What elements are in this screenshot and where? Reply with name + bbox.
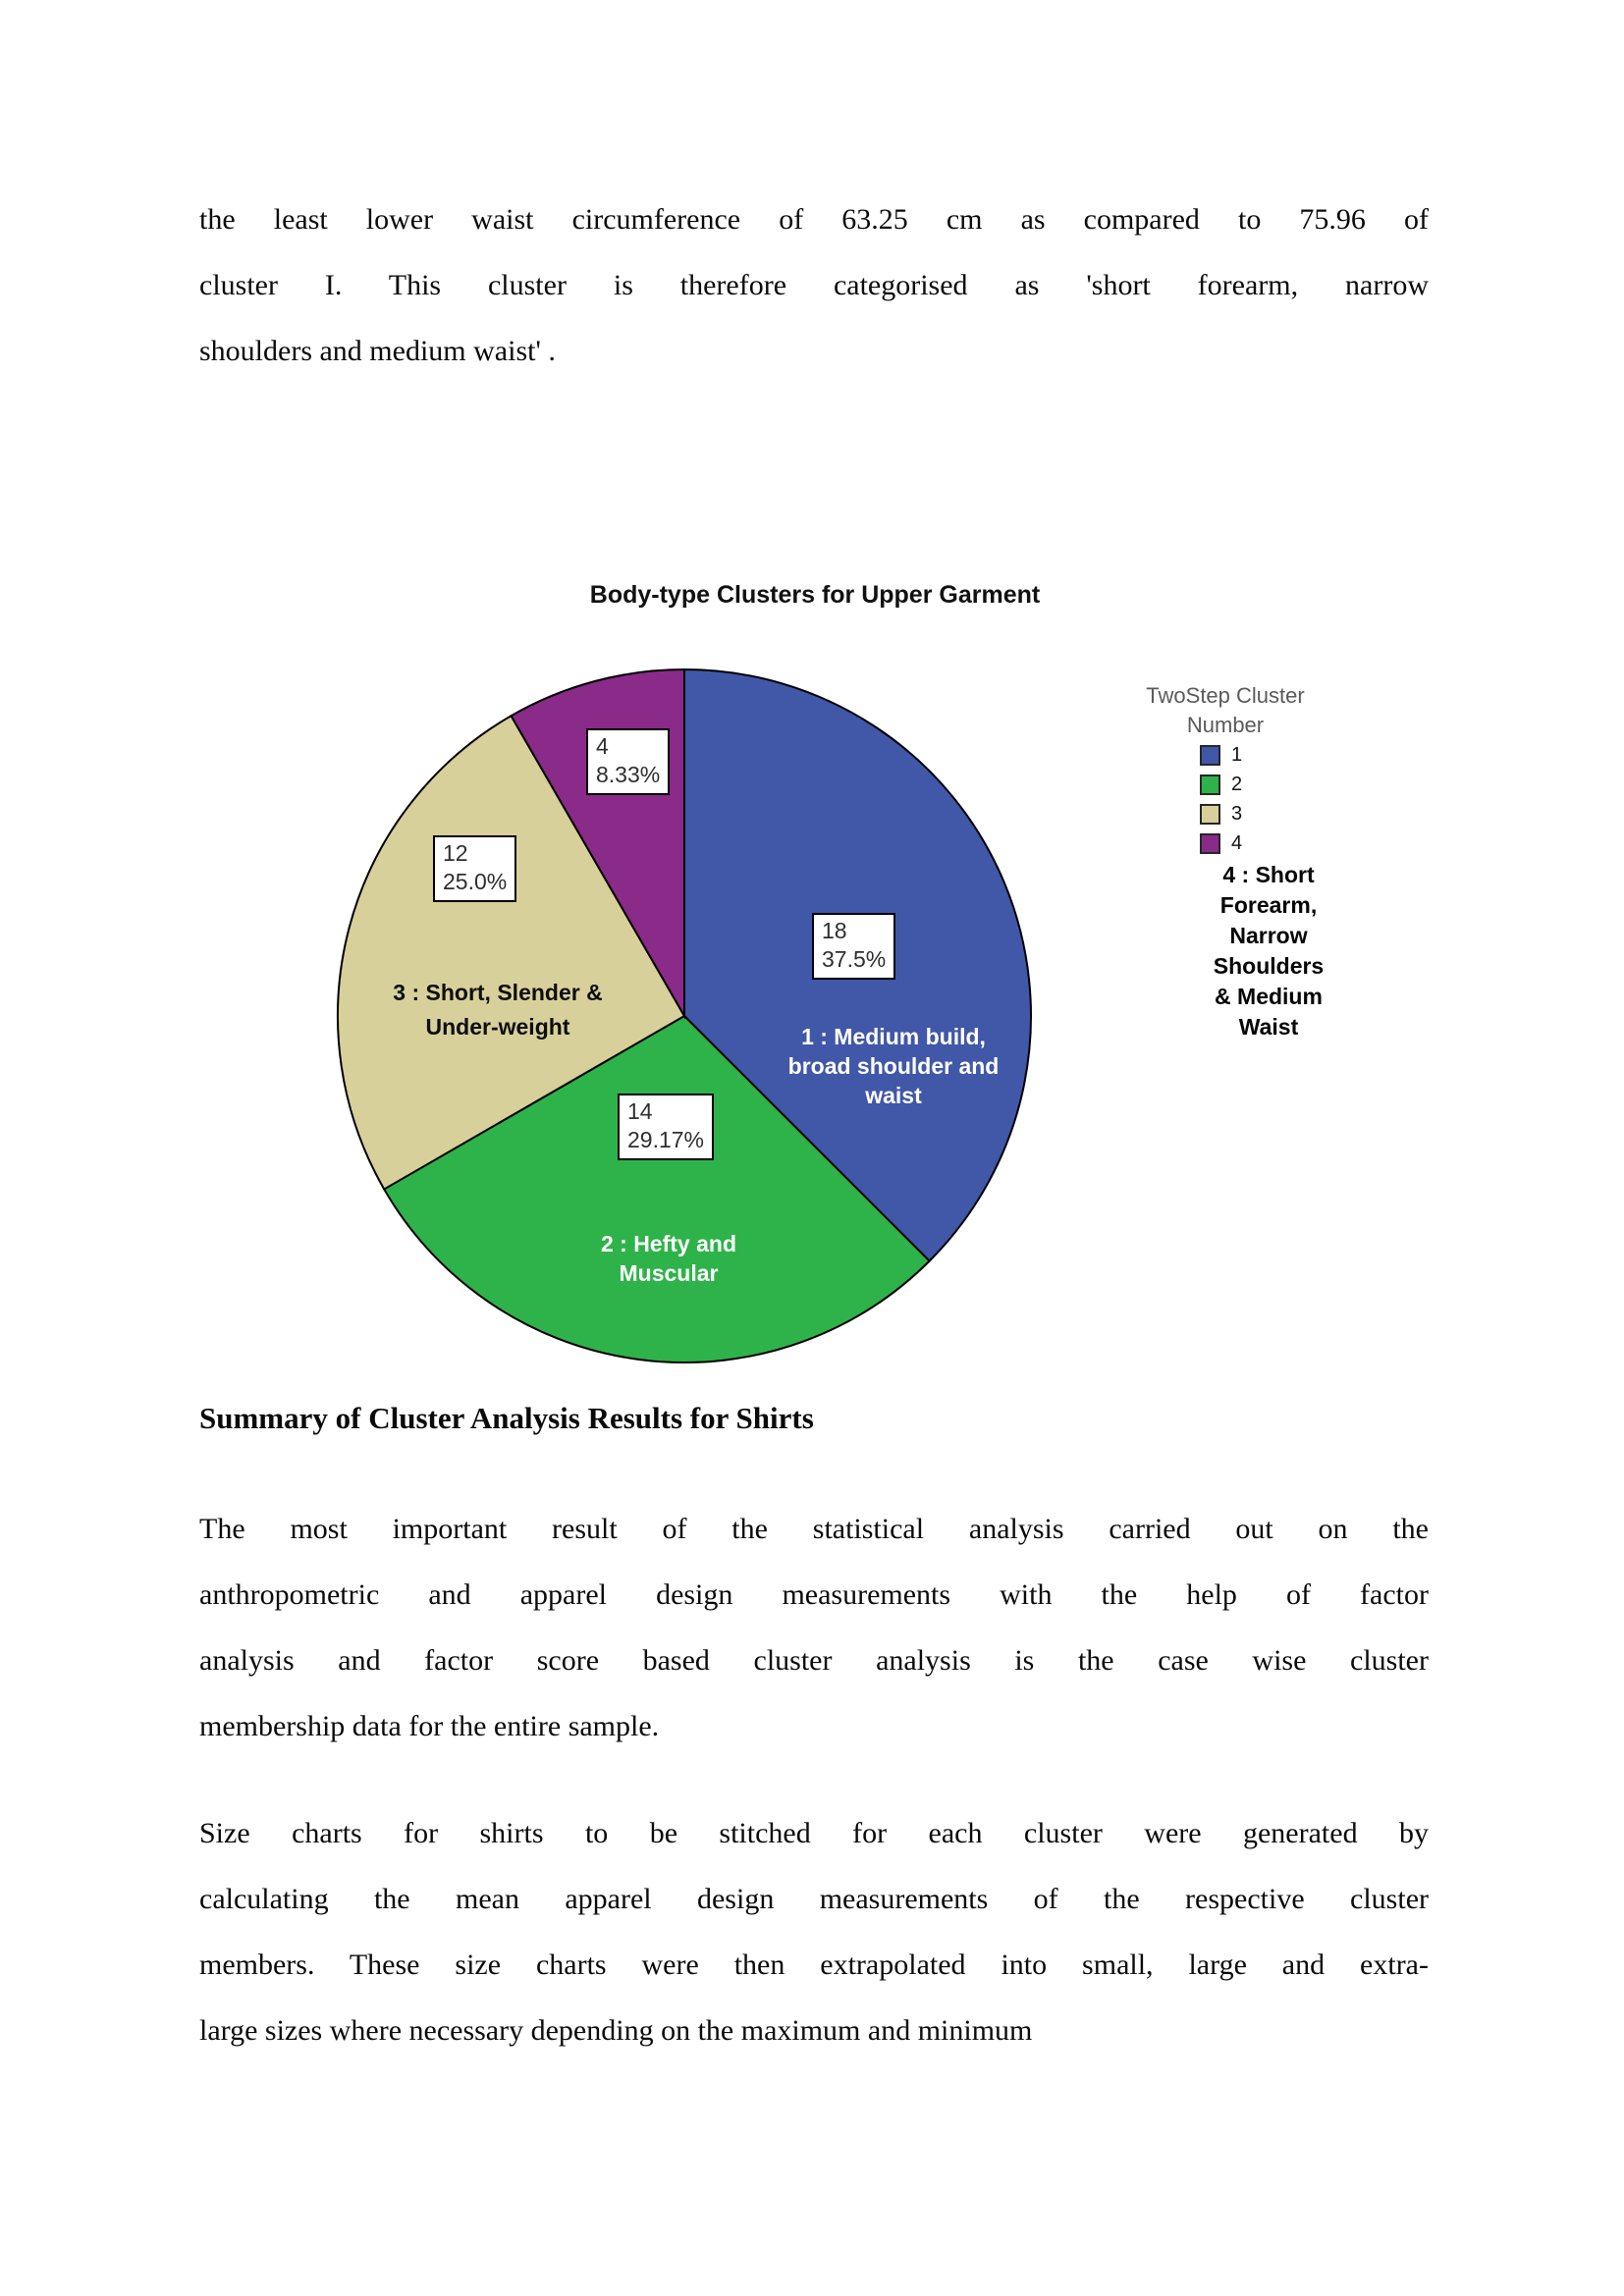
paragraph-3-line-3: members. These size charts were then extrapolated into small, large and extra- [199, 1949, 1429, 1981]
slice-pct-cluster4: 8.33% [596, 762, 661, 787]
paragraph-2-line-4: membership data for the entire sample. [199, 1710, 660, 1742]
legend-title-line1: TwoStep Cluster [1146, 683, 1305, 708]
legend-title-line2: Number [1186, 713, 1265, 737]
callout-cluster1 [738, 1022, 1049, 1110]
slice-pct-cluster3: 25.0% [443, 869, 508, 894]
callout-cluster2-line1: 2 : Hefty and [600, 1231, 737, 1256]
section-heading: Summary of Cluster Analysis Results for Shirts [199, 1401, 814, 1435]
slice-pct-cluster2: 29.17% [627, 1127, 705, 1152]
slice-label-box-cluster4 [586, 728, 670, 795]
paragraph-2-line-1: The most important result of the statistical analysis carried out on the [199, 1513, 1429, 1545]
legend-label-cluster3: 3 [1231, 802, 1243, 825]
legend-swatch-cluster1 [1200, 745, 1220, 766]
paragraph-3 [199, 1800, 1429, 2063]
legend-title [1117, 681, 1333, 740]
paragraph-1-line-1: the least lower waist circumference of 63.25 cm as compared to 75.96 of [199, 203, 1429, 236]
legend-annotation-cluster4 [1151, 860, 1386, 1042]
legend-swatch-cluster3 [1200, 804, 1220, 825]
slice-label-box-cluster2 [618, 1094, 714, 1160]
callout-cluster1-line3: waist [865, 1083, 922, 1108]
legend-item-2 [1200, 770, 1242, 799]
paragraph-3-line-1: Size charts for shirts to be stitched for each cluster were generated by [199, 1817, 1429, 1849]
legend-swatch-cluster2 [1200, 774, 1220, 795]
slice-count-cluster2: 14 [627, 1098, 653, 1124]
paragraph-1-line-3: shoulders and medium waist' . [199, 335, 556, 367]
paragraph-2-line-3: analysis and factor score based cluster analysis is the case wise cluster [199, 1644, 1429, 1677]
slice-count-cluster4: 4 [596, 733, 609, 759]
slice-count-cluster1: 18 [822, 918, 847, 943]
paragraph-3-line-4: large sizes where necessary depending on the maximum and minimum [199, 2014, 1033, 2047]
callout-cluster2-line2: Muscular [619, 1260, 719, 1286]
legend-annotation-line4: Shoulders [1213, 953, 1325, 979]
legend-label-cluster4: 4 [1231, 831, 1243, 854]
legend-annotation-line1: 4 : Short [1222, 862, 1315, 887]
legend-item-3 [1200, 799, 1242, 828]
slice-pct-cluster1: 37.5% [822, 946, 887, 972]
legend-annotation-line6: Waist [1238, 1014, 1299, 1040]
callout-cluster2 [521, 1229, 816, 1288]
legend-item-4 [1200, 828, 1242, 858]
legend-annotation-line3: Narrow [1229, 923, 1308, 948]
legend-annotation-line5: & Medium [1215, 984, 1323, 1009]
slice-count-cluster3: 12 [443, 840, 468, 866]
paragraph-1 [199, 187, 1429, 384]
callout-cluster3 [341, 976, 655, 1044]
slice-label-box-cluster1 [812, 913, 895, 980]
legend [1200, 740, 1242, 858]
legend-label-cluster1: 1 [1231, 743, 1243, 766]
callout-cluster3-line2: Under-weight [425, 1014, 570, 1040]
legend-item-1 [1200, 740, 1242, 770]
slice-label-box-cluster3 [433, 835, 516, 902]
callout-cluster1-line1: 1 : Medium build, [801, 1024, 986, 1049]
paragraph-1-line-2: cluster I. This cluster is therefore categorised as 'short forearm, narrow [199, 269, 1429, 301]
paragraph-2-line-2: anthropometric and apparel design measurements with the help of factor [199, 1578, 1429, 1611]
chart-title: Body-type Clusters for Upper Garment [589, 581, 1041, 609]
callout-cluster1-line2: broad shoulder and [787, 1053, 1000, 1079]
callout-cluster3-line1: 3 : Short, Slender & [393, 980, 603, 1005]
legend-label-cluster2: 2 [1231, 773, 1243, 795]
paragraph-3-line-2: calculating the mean apparel design measurements of the respective cluster [199, 1883, 1429, 1915]
legend-swatch-cluster4 [1200, 833, 1220, 854]
paragraph-2 [199, 1496, 1429, 1759]
legend-annotation-line2: Forearm, [1219, 892, 1318, 918]
